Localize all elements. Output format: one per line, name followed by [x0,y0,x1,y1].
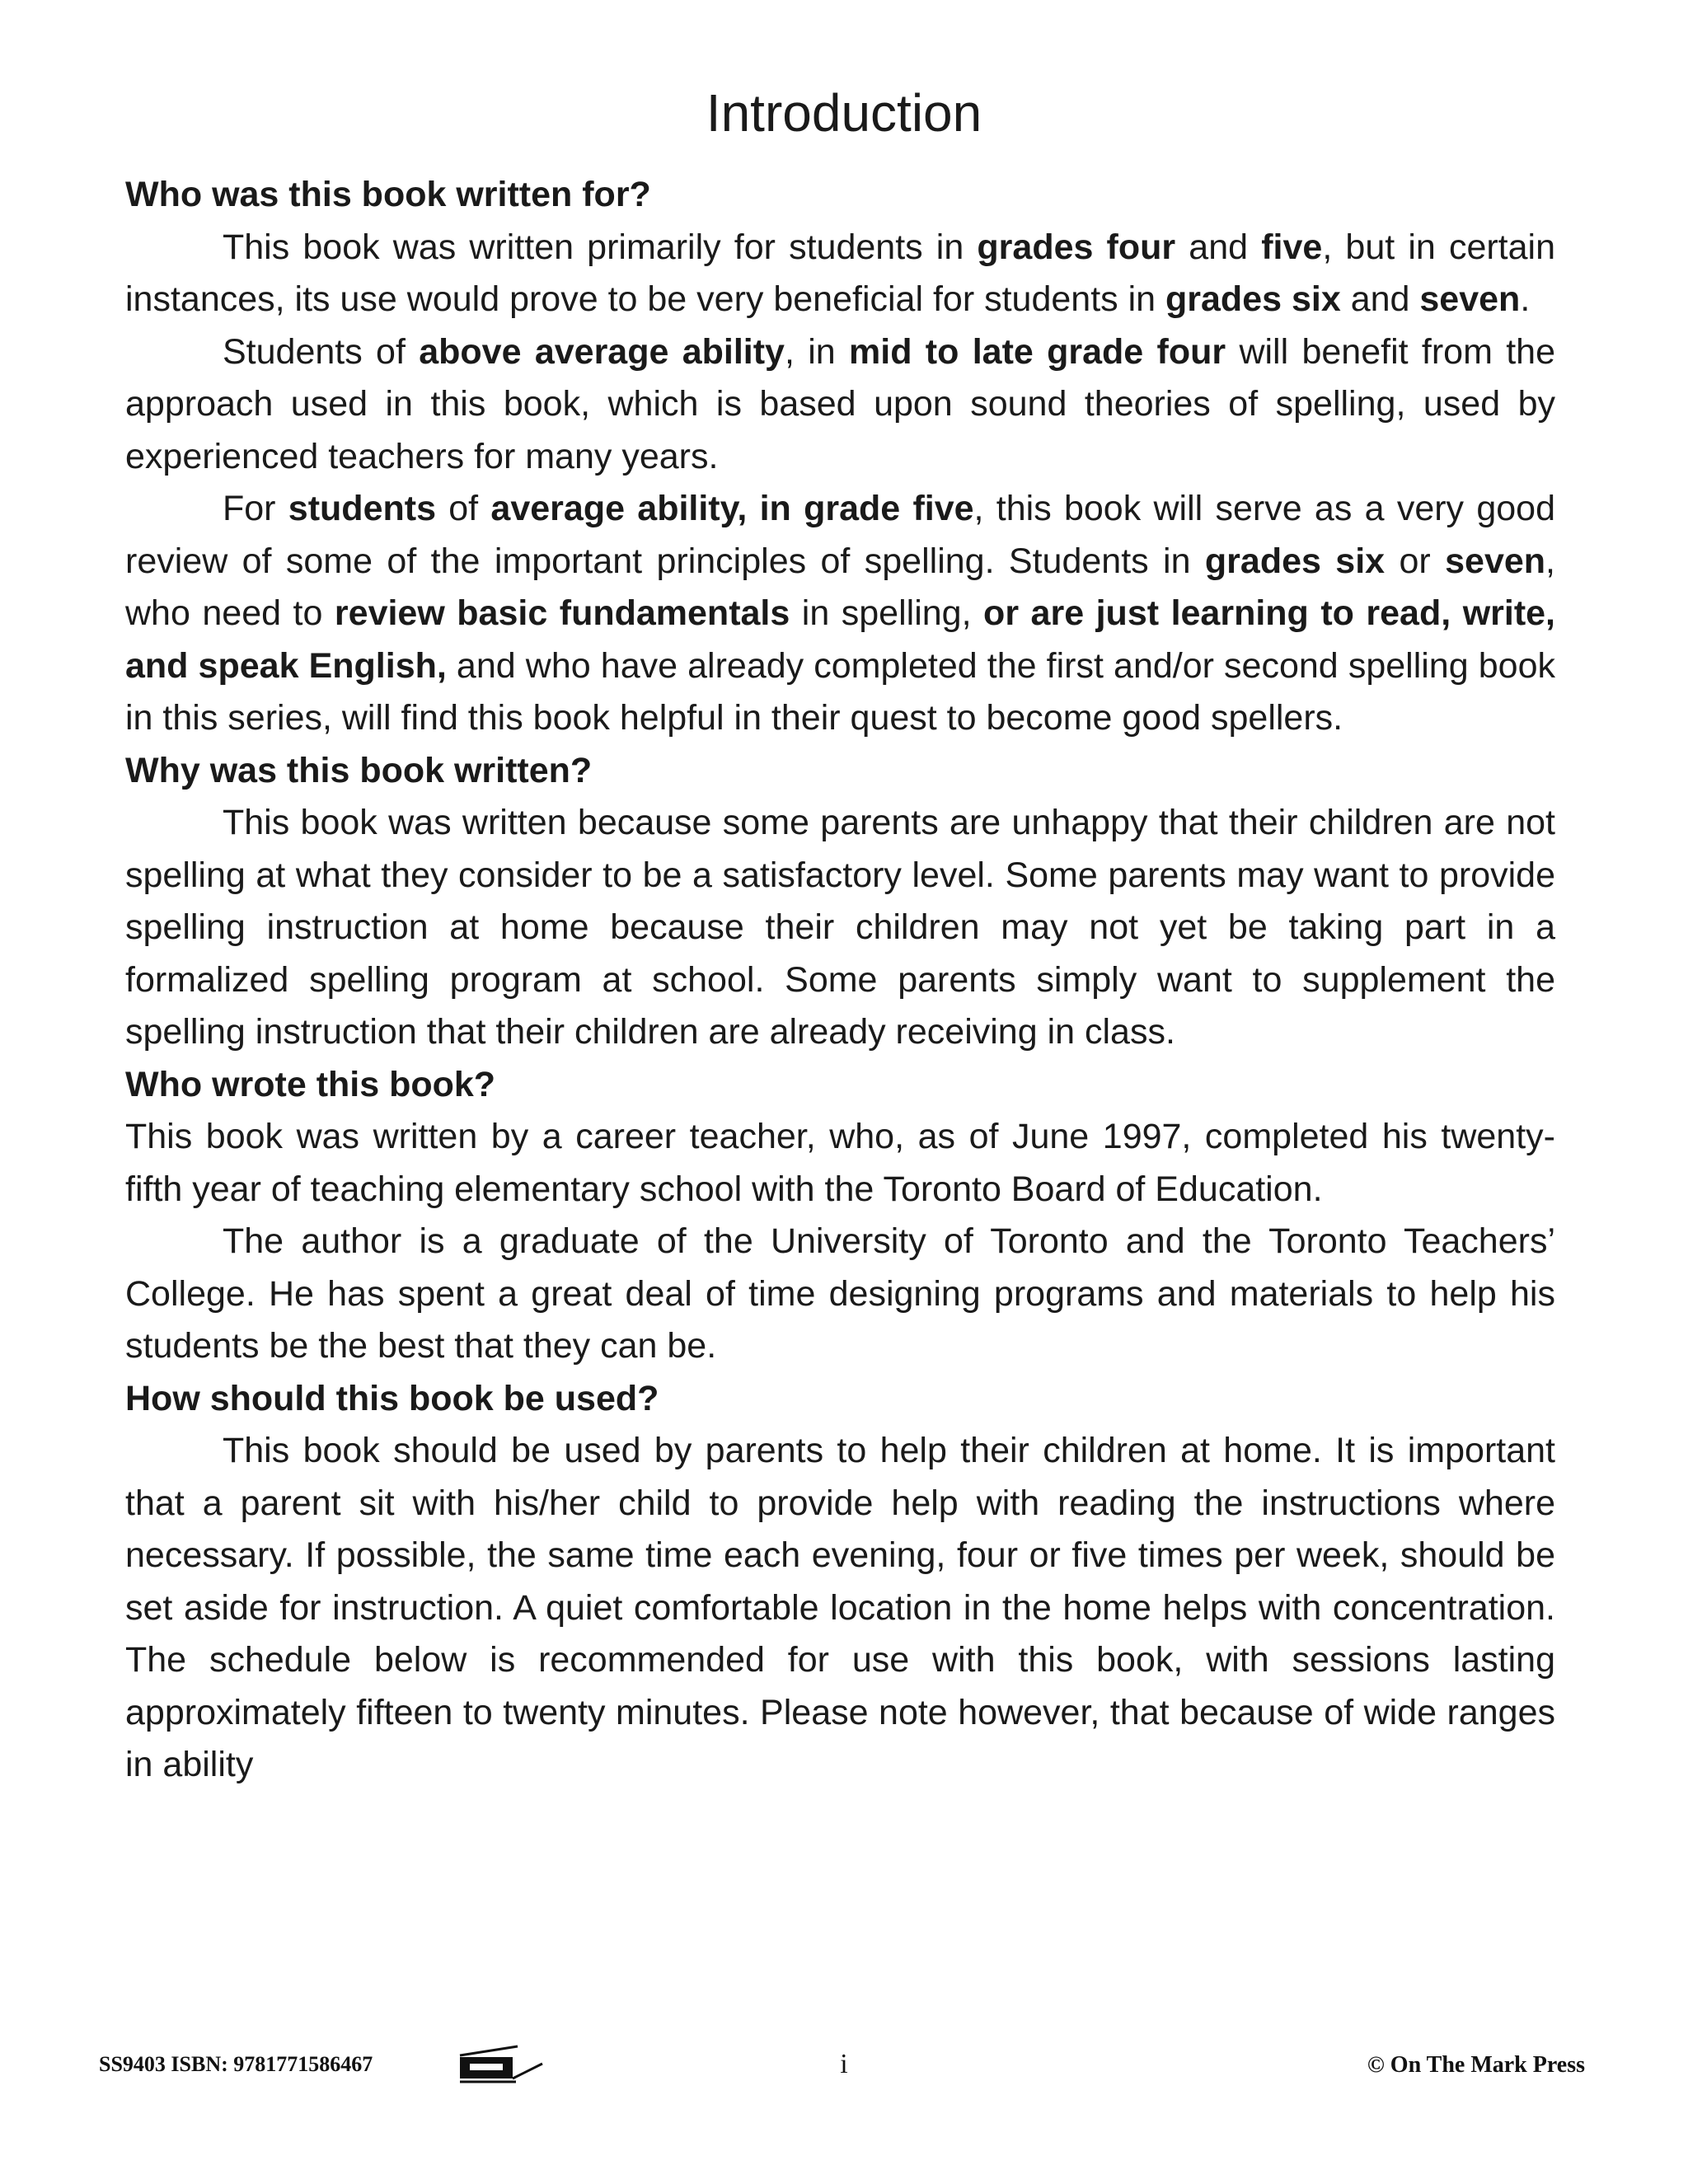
body-paragraph [125,326,1555,484]
bold-text-run: average ability, in grade five [490,489,974,528]
page-footer [0,2044,1688,2093]
bold-text-run: grades six [1165,279,1341,319]
text-run: of [435,489,491,528]
body-paragraph [125,1216,1555,1373]
section-heading: How should this book be used? [125,1378,659,1418]
bold-text-run: grades six [1204,541,1386,581]
footer-isbn: SS9403 ISBN: 9781771586467 [99,2052,373,2076]
bold-text-run: students [288,489,436,528]
text-run: This book was written because some parents are unhappy that their children are not spelling at what they consider to be a satisfactory level. Some parents may want to provide spelling instruction at home because their children may not yet be taking part in a formalized spelling program at school. Some parents simply want to supplement the spelling instruction that their children are already receiving in class. [125,803,1555,1052]
bold-text-run: seven [1419,279,1521,319]
bold-text-run: mid to late grade four [849,331,1226,372]
text-run: This book should be used by parents to help their children at home. It is important that a parent sit with his/her child to provide help with reading the instructions where necessary. If possible, the same time each evening, four or five times per week, should be set aside for instruction. A quiet comfortable location in the home helps with concentration. The schedule below is recommended for use with this book, with sessions lasting approximately fifteen to twenty minutes. Please note however, that because of wide ranges in ability [125,1431,1555,1784]
section-heading: Who was this book written for? [125,175,651,214]
text-run: This book was written by a career teacher, who, as of June 1997, completed his twenty-fifth year of teaching elementary school with the Toronto Board of Education. [125,1117,1555,1209]
page-number: i [840,2049,848,2079]
text-run: , who need to [125,541,1555,633]
text-run: will benefit from the approach used in this book, which is based upon sound theories of spelling, used by experienced teachers for many years. [125,331,1555,476]
text-run: The author is a graduate of the University of Toronto and the Toronto Teachers’ College. He has spent a great deal of time designing programs and materials to help his students be the best that they can be. [125,1221,1555,1366]
bold-text-run: grades four [977,227,1176,267]
text-run: in spelling, [790,593,984,633]
bold-text-run: review basic fundamentals [334,593,790,633]
bold-text-run: above average ability [419,331,785,372]
text-run: and [1340,279,1420,319]
page-title: Introduction [706,83,982,143]
text-run: Students of [223,331,420,372]
footer-copyright: © On The Mark Press [1367,2052,1585,2078]
body-paragraph [125,1111,1555,1216]
text-run: or [1385,541,1446,581]
section-heading: Why was this book written? [125,750,593,790]
bold-text-run: five [1261,227,1323,267]
text-run: . [1520,279,1531,319]
text-run: This book was written primarily for students in [223,227,978,267]
body-paragraph [125,222,1555,326]
text-run: and who have already completed the first and/or second spelling book in this series, will find this book helpful in their quest to become good spellers. [125,645,1555,738]
text-run: , this book will serve as a very good review of some of the important principles of spelling. Students in [125,489,1556,581]
body-paragraph [125,1425,1555,1792]
text-run: , in [784,331,850,372]
bold-text-run: or are just learning to read, write, and speak English, [125,593,1555,686]
text-run: , but in certain instances, its use would prove to be very beneficial for students in [125,227,1556,319]
text-run: and [1175,227,1262,267]
text-run: For [223,489,288,528]
body-paragraph [125,483,1555,745]
page-content [125,169,1555,1792]
bold-text-run: seven [1445,541,1546,581]
section-heading: Who wrote this book? [125,1064,496,1104]
body-paragraph [125,797,1555,1059]
